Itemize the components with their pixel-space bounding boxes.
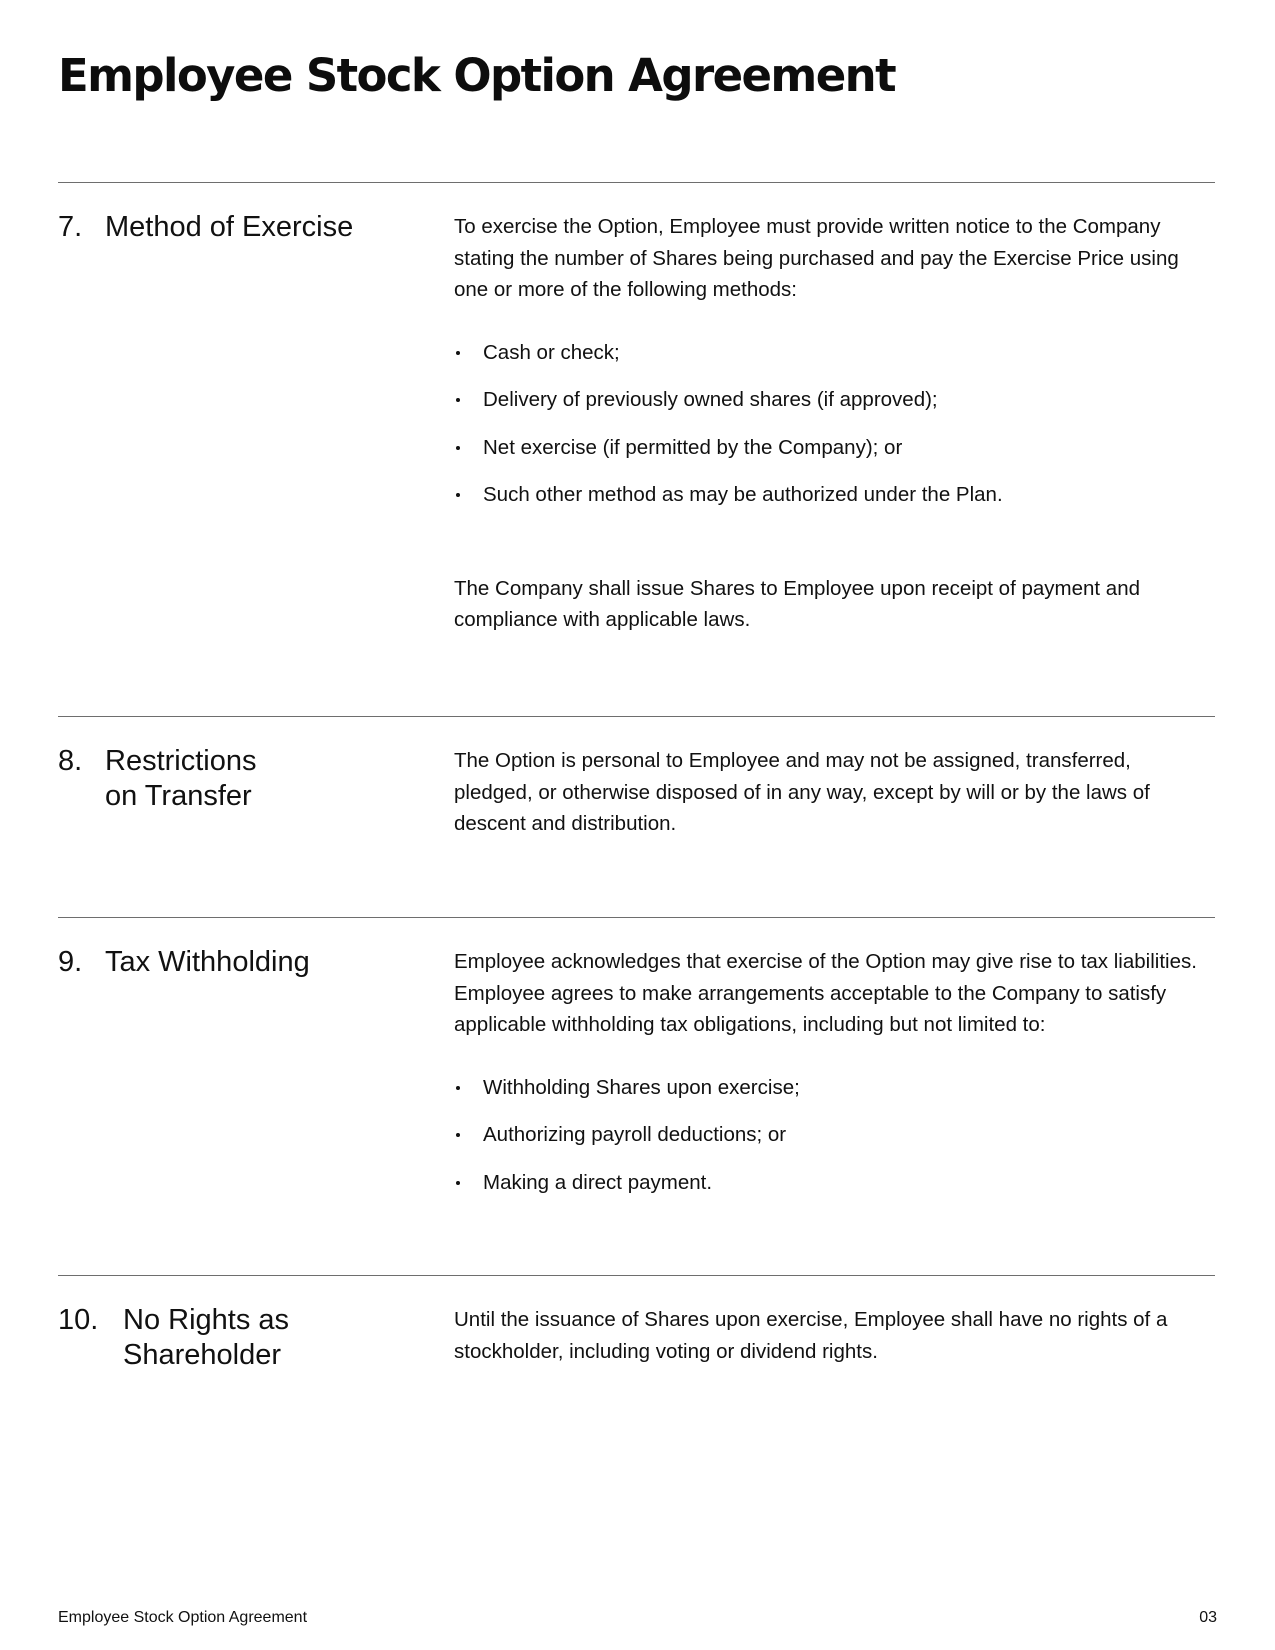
payment-methods-list: [454, 337, 1214, 511]
section-closing: The Company shall issue Shares to Employee upon receipt of payment and compliance with applicable laws.: [454, 576, 1140, 631]
withholding-methods-list: [454, 1072, 1214, 1199]
section-method-of-exercise: [58, 182, 1215, 703]
section-title: Tax Withholding: [105, 946, 310, 978]
section-intro: The Option is personal to Employee and may not be assigned, transferred, pledged, or otherwise disposed of in any way, except by will or by the laws of descent and distribution.: [454, 749, 1150, 835]
section-body: [454, 1304, 1214, 1367]
section-body: [454, 946, 1214, 1198]
section-title: No Rights as Shareholder: [123, 1304, 290, 1371]
list-item: Such other method as may be authorized under the Plan.: [454, 479, 1214, 511]
section-restrictions-on-transfer: [58, 716, 1215, 907]
list-item: Authorizing payroll deductions; or: [454, 1119, 1214, 1151]
footer-page-number: 03: [1199, 1609, 1217, 1626]
section-intro: To exercise the Option, Employee must provide written notice to the Company stating the number of Shares being purchased and pay the Exercise Price using one or more of the following methods:: [454, 215, 1179, 301]
list-item: Withholding Shares upon exercise;: [454, 1072, 1214, 1104]
section-number: 9.: [58, 946, 83, 978]
section-intro: Employee acknowledges that exercise of the Option may give rise to tax liabilities. Employee agrees to make arrangements acceptable to the Company to satisfy applicable withholding tax obligations, including but not limited to:: [454, 950, 1197, 1036]
list-item: Cash or check;: [454, 337, 1214, 369]
list-item: Making a direct payment.: [454, 1167, 1214, 1199]
section-title: Method of Exercise: [105, 211, 354, 243]
section-number: 10.: [58, 1304, 99, 1336]
section-number: 7.: [58, 211, 83, 243]
section-body: [454, 211, 1214, 636]
section-tax-withholding: [58, 917, 1215, 1268]
section-number: 8.: [58, 745, 83, 777]
section-no-rights-as-shareholder: [58, 1275, 1215, 1476]
section-title: Restrictions on Transfer: [105, 745, 257, 812]
section-body: [454, 745, 1214, 840]
footer-document-title: Employee Stock Option Agreement: [58, 1609, 308, 1626]
section-intro: Until the issuance of Shares upon exercise, Employee shall have no rights of a stockholder, including voting or dividend rights.: [454, 1308, 1168, 1363]
page-title: Employee Stock Option Agreement: [58, 49, 895, 102]
list-item: Delivery of previously owned shares (if approved);: [454, 384, 1214, 416]
list-item: Net exercise (if permitted by the Company); or: [454, 432, 1214, 464]
